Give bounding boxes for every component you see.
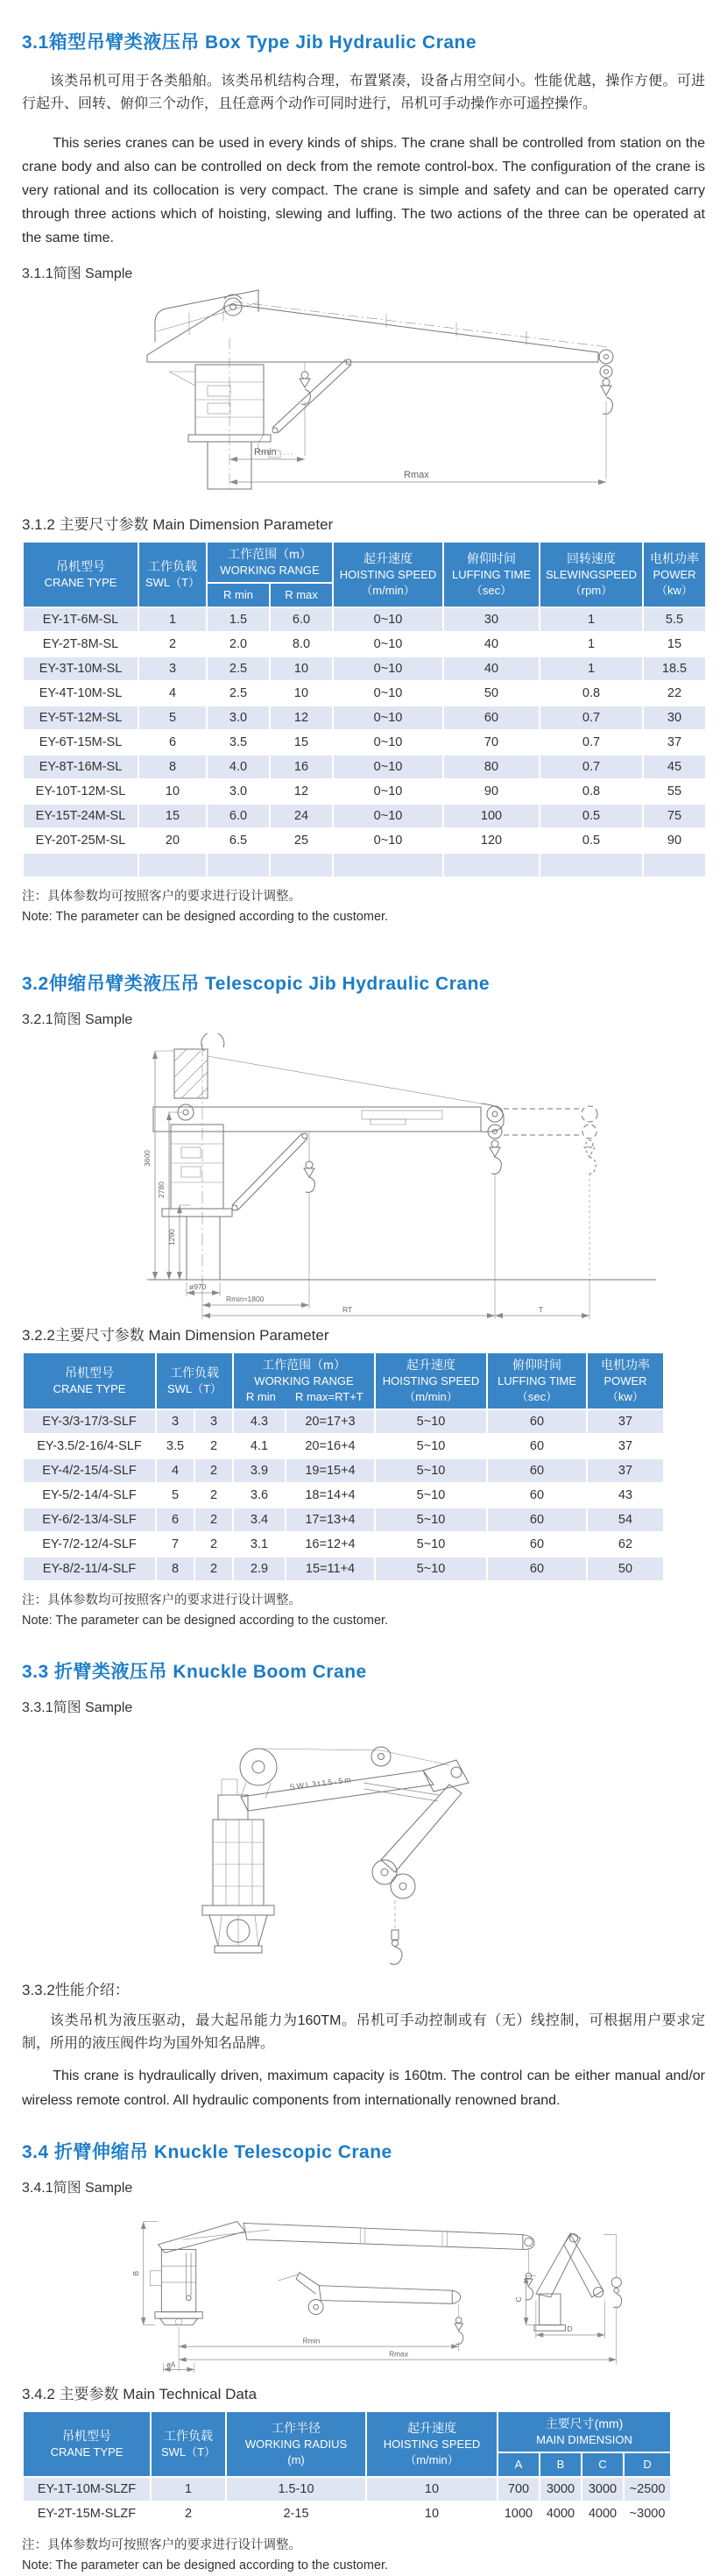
table-cell: EY-10T-12M-SL	[23, 779, 138, 804]
note-3-2	[22, 1591, 705, 1631]
table-cell: 5~10	[375, 1409, 487, 1434]
table-cell: 0~10	[333, 828, 443, 853]
table-cell: 10	[138, 779, 207, 804]
table-cell: 22	[643, 681, 706, 706]
table-cell: 5~10	[375, 1557, 487, 1581]
col-dim-d: D	[624, 2452, 671, 2477]
table-row	[23, 632, 706, 656]
table-cell: 60	[487, 1458, 587, 1483]
table-cell: 37	[587, 1409, 664, 1434]
table-cell: 3.5	[207, 730, 270, 755]
note-cn: 注：具体参数均可按照客户的要求进行设计调整。	[22, 2538, 301, 2552]
table-row	[23, 804, 706, 828]
table-cell: 1.5-10	[226, 2477, 366, 2501]
col-working-radius: 工作半径 WORKING RADIUS (m)	[226, 2411, 366, 2477]
perf-paragraph-en: This crane is hydraulically driven, maximum capacity is 160tm. The control can be either manual and/or wireless remote control. All hydraulic components from internationally renowned brand.	[22, 2069, 705, 2108]
table-row	[23, 1409, 664, 1434]
table-cell: 30	[443, 607, 540, 632]
table-cell: 70	[443, 730, 540, 755]
table-row	[23, 607, 706, 632]
col-r-min: R min	[245, 1390, 276, 1403]
table-cell: 3.4	[233, 1508, 286, 1532]
table-cell: 90	[443, 779, 540, 804]
sample-3-4-1-label: 3.4.1简图 Sample	[22, 2181, 133, 2196]
col-r-max: R max	[270, 583, 333, 607]
table-3-header	[23, 2411, 671, 2477]
table-cell: EY-4/2-15/4-SLF	[23, 1458, 156, 1483]
table-cell: 30	[643, 706, 706, 730]
section-3-1-paragraph-en: This series cranes can be used in every kinds of ships. The crane shall be controlled from station on the crane body and also can be controlled on deck from the remote control-box. The configuration of the crane is very rational and its collocation is very compact. The crane is simple and safety and can be operated carry through three actions which of hoisting, slewing and luffing. The two actions of the three can be operated at the same time.	[22, 136, 705, 245]
table-cell: EY-5/2-14/4-SLF	[23, 1483, 156, 1508]
table-row	[23, 1532, 664, 1557]
table-cell: 0.5	[540, 828, 643, 853]
table-2-body	[23, 1409, 664, 1581]
table-cell: 0.7	[540, 706, 643, 730]
col-crane-type: 吊机型号 CRANE TYPE	[23, 542, 138, 607]
table-cell	[540, 853, 643, 877]
note-en: Note: The parameter can be designed according to the customer.	[22, 2558, 389, 2572]
dim-label-rmax: Rmax	[389, 2349, 409, 2359]
table-row	[23, 755, 706, 779]
table-cell: 1	[540, 607, 643, 632]
table-cell	[333, 853, 443, 877]
box-jib-crane-diagram	[125, 287, 633, 496]
dim-label-rmin-1800: Rmin≈1800	[226, 1295, 265, 1303]
knuckle-telescopic-crane-diagram	[114, 2202, 639, 2374]
table-cell: 120	[443, 828, 540, 853]
col-dim-c: C	[582, 2452, 624, 2477]
col-dim-a: A	[498, 2452, 540, 2477]
table-cell: 3	[194, 1409, 233, 1434]
col-slewing-speed: 回转速度 SLEWINGSPEED （rpm）	[540, 542, 643, 607]
col-hoisting-speed: 起升速度 HOISTING SPEED （m/min）	[375, 1352, 487, 1409]
table-cell: 6.0	[270, 607, 333, 632]
table-row	[23, 828, 706, 853]
dim-label-rmin: Rmin	[302, 2336, 321, 2345]
table-cell: 0~10	[333, 730, 443, 755]
table-cell: 75	[643, 804, 706, 828]
table-cell: 60	[487, 1508, 587, 1532]
table-cell: 60	[487, 1409, 587, 1434]
table-cell: 2	[194, 1458, 233, 1483]
table-cell: 2.0	[207, 632, 270, 656]
main-technical-data-table	[22, 2410, 672, 2527]
table-cell: 15=11+4	[286, 1557, 375, 1581]
table-cell: 60	[487, 1557, 587, 1581]
table-cell: 2	[194, 1508, 233, 1532]
table-cell: EY-7/2-12/4-SLF	[23, 1532, 156, 1557]
table-cell: 1	[138, 607, 207, 632]
table-cell: 50	[587, 1557, 664, 1581]
dim-label-dia970: ø970	[189, 1282, 207, 1291]
table-cell: 16=12+4	[286, 1532, 375, 1557]
table-cell: EY-6/2-13/4-SLF	[23, 1508, 156, 1532]
table-cell: 54	[587, 1508, 664, 1532]
note-cn: 注：具体参数均可按照客户的要求进行设计调整。	[22, 890, 301, 904]
knuckle-boom-crane-diagram	[160, 1721, 651, 1969]
table-cell: 4000	[540, 2501, 582, 2526]
table-cell	[207, 853, 270, 877]
col-crane-type: 吊机型号 CRANE TYPE	[23, 2411, 151, 2477]
table-cell: 2.5	[207, 656, 270, 681]
col-r-min: R min	[207, 583, 270, 607]
table-row	[23, 1508, 664, 1532]
table-cell: 1	[151, 2477, 226, 2501]
table-cell: 5~10	[375, 1508, 487, 1532]
table-cell: 37	[643, 730, 706, 755]
table-cell: 4.0	[207, 755, 270, 779]
note-en: Note: The parameter can be designed according to the customer.	[22, 910, 389, 924]
table-cell: 17=13+4	[286, 1508, 375, 1532]
section-3-3-title: 3.3 折臂类液压吊 Knuckle Boom Crane	[22, 1662, 367, 1682]
table-cell: 15	[643, 632, 706, 656]
table-cell: 0~10	[333, 607, 443, 632]
table-cell: 0.5	[540, 804, 643, 828]
table-cell: EY-3/3-17/3-SLF	[23, 1409, 156, 1434]
table-cell: 4	[156, 1458, 194, 1483]
main-dimension-table-1	[22, 541, 707, 878]
table-cell: 19=15+4	[286, 1458, 375, 1483]
table-cell: 2.9	[233, 1557, 286, 1581]
table-cell: 1	[540, 656, 643, 681]
dim-label-3600: 3600	[143, 1150, 152, 1167]
table-cell: 1	[540, 632, 643, 656]
table-cell: 60	[443, 706, 540, 730]
table-cell: EY-2T-8M-SL	[23, 632, 138, 656]
section-3-1-paragraph-cn: 该类吊机可用于各类船舶。该类吊机结构合理，布置紧凑，设备占用空间小。性能优越，操作方便。可进行起升、回转、俯仰三个动作，且任意两个动作可同时进行，吊机可手动操作亦可遥控操作。	[22, 74, 705, 111]
table-cell: 5.5	[643, 607, 706, 632]
col-power: 电机功率 POWER （kw）	[587, 1352, 664, 1409]
section-3-2-title: 3.2伸缩吊臂类液压吊 Telescopic Jib Hydraulic Crane	[22, 974, 491, 994]
col-luffing-time: 俯仰时间 LUFFING TIME （sec）	[443, 542, 540, 607]
table-cell: 80	[443, 755, 540, 779]
table-cell: 5~10	[375, 1434, 487, 1458]
table-cell: ~2500	[624, 2477, 671, 2501]
param-3-1-2-title: 3.1.2 主要尺寸参数 Main Dimension Parameter	[22, 516, 334, 533]
col-hoisting-speed: 起升速度 HOISTING SPEED （m/min）	[366, 2411, 498, 2477]
table-cell: 1000	[498, 2501, 540, 2526]
table-row	[23, 1483, 664, 1508]
table-cell: 37	[587, 1434, 664, 1458]
table-cell: 0.8	[540, 681, 643, 706]
table-cell: 12	[270, 779, 333, 804]
col-luffing-time: 俯仰时间 LUFFING TIME （sec）	[487, 1352, 587, 1409]
table-cell: 0~10	[333, 681, 443, 706]
table-row	[23, 2477, 671, 2501]
table-row	[23, 656, 706, 681]
table-cell: 6.0	[207, 804, 270, 828]
table-cell: 40	[443, 632, 540, 656]
dim-label-d: D	[567, 2324, 573, 2334]
col-hoisting-speed: 起升速度 HOISTING SPEED （m/min）	[333, 542, 443, 607]
table-cell: 6.5	[207, 828, 270, 853]
section-3-4-title: 3.4 折臂伸缩吊 Knuckle Telescopic Crane	[22, 2142, 392, 2162]
drawing-knuckle-telescopic-crane	[22, 2202, 705, 2374]
dim-label-2780: 2780	[157, 1182, 166, 1198]
table-cell: 10	[366, 2501, 498, 2526]
table-cell: 0~10	[333, 779, 443, 804]
col-main-dimension: 主要尺寸(mm) MAIN DIMENSION	[498, 2411, 671, 2452]
perf-paragraph-cn: 该类吊机为液压驱动，最大起吊能力为160TM。吊机可手动控制或有（无）线控制，可根据用户要求定制，所用的液压阀件均为国外知名品牌。	[22, 2013, 705, 2051]
table-cell: 10	[270, 681, 333, 706]
note-3-4	[22, 2536, 705, 2576]
table-cell: 0.8	[540, 779, 643, 804]
table-cell: 25	[270, 828, 333, 853]
table-cell: 0~10	[333, 656, 443, 681]
drawing-telescopic-jib-crane	[22, 1033, 705, 1319]
note-cn: 注：具体参数均可按照客户的要求进行设计调整。	[22, 1593, 301, 1607]
table-cell: 5	[138, 706, 207, 730]
table-cell: 50	[443, 681, 540, 706]
col-swl: 工作负载 SWL（T）	[156, 1352, 233, 1409]
table-cell: 20	[138, 828, 207, 853]
table-cell: 6	[156, 1508, 194, 1532]
table-cell: 0~10	[333, 755, 443, 779]
table-cell: 60	[487, 1483, 587, 1508]
table-cell	[643, 853, 706, 877]
table-cell: 0.7	[540, 755, 643, 779]
dim-label-c: C	[514, 2296, 523, 2303]
table-cell: 10	[366, 2477, 498, 2501]
table-cell: 0.7	[540, 730, 643, 755]
table-cell: 18.5	[643, 656, 706, 681]
table-cell: EY-15T-24M-SL	[23, 804, 138, 828]
table-cell: 2-15	[226, 2501, 366, 2526]
table-cell	[138, 853, 207, 877]
table-cell: EY-6T-15M-SL	[23, 730, 138, 755]
table-cell: 100	[443, 804, 540, 828]
table-cell: 8	[156, 1557, 194, 1581]
table-cell: 12	[270, 706, 333, 730]
col-swl: 工作负载 SWL（T）	[151, 2411, 226, 2477]
table-cell: EY-2T-15M-SLZF	[23, 2501, 151, 2526]
table-cell: 2	[194, 1532, 233, 1557]
table-row	[23, 2501, 671, 2526]
sample-3-2-1-label: 3.2.1简图 Sample	[22, 1012, 133, 1027]
dim-label-t: T	[539, 1305, 544, 1314]
table-cell: 1.5	[207, 607, 270, 632]
drawing-knuckle-boom-crane	[22, 1721, 705, 1969]
table-cell: 24	[270, 804, 333, 828]
col-working-range: 工作范围（m） WORKING RANGE	[207, 542, 333, 583]
table-cell: 60	[487, 1532, 587, 1557]
telescopic-jib-crane-diagram	[99, 1033, 660, 1319]
dim-label-rt: RT	[342, 1305, 353, 1314]
table-cell: EY-1T-10M-SLZF	[23, 2477, 151, 2501]
sample-3-1-1-label: 3.1.1简图 Sample	[22, 266, 133, 281]
table-cell: EY-5T-12M-SL	[23, 706, 138, 730]
table-cell	[270, 853, 333, 877]
section-3-1-title: 3.1箱型吊臂类液压吊 Box Type Jib Hydraulic Crane	[22, 32, 477, 53]
table-cell: 3.0	[207, 706, 270, 730]
table-cell: 3000	[582, 2477, 624, 2501]
table-cell: 700	[498, 2477, 540, 2501]
table-cell: 55	[643, 779, 706, 804]
table-cell: 62	[587, 1532, 664, 1557]
table-cell: 15	[270, 730, 333, 755]
table-cell	[23, 853, 138, 877]
table-cell: 2	[194, 1434, 233, 1458]
col-r-max-rt-t: R max=RT+T	[294, 1390, 364, 1403]
table-cell: 45	[643, 755, 706, 779]
table-cell: EY-4T-10M-SL	[23, 681, 138, 706]
table-cell: 10	[270, 656, 333, 681]
table-cell: 3	[138, 656, 207, 681]
table-cell: 2	[151, 2501, 226, 2526]
table-cell: 0~10	[333, 706, 443, 730]
table-cell: 90	[643, 828, 706, 853]
table-cell: EY-20T-25M-SL	[23, 828, 138, 853]
table-cell: 3.0	[207, 779, 270, 804]
table-cell: 5~10	[375, 1532, 487, 1557]
table-1-header	[23, 542, 706, 607]
table-cell: 4.3	[233, 1409, 286, 1434]
table-cell: ~3000	[624, 2501, 671, 2526]
sample-3-3-1-label: 3.3.1简图 Sample	[22, 1700, 133, 1715]
table-cell: 3.9	[233, 1458, 286, 1483]
table-cell: 0~10	[333, 804, 443, 828]
table-cell: 8.0	[270, 632, 333, 656]
table-cell: 40	[443, 656, 540, 681]
table-2-header	[23, 1352, 664, 1409]
table-cell: 2	[194, 1557, 233, 1581]
table-cell: 6	[138, 730, 207, 755]
table-3-body	[23, 2477, 671, 2526]
dim-label-rmax: Rmax	[404, 470, 429, 480]
table-cell: 2	[138, 632, 207, 656]
table-cell: 3	[156, 1409, 194, 1434]
table-cell: EY-8T-16M-SL	[23, 755, 138, 779]
table-cell: 4.1	[233, 1434, 286, 1458]
table-cell: 5	[156, 1483, 194, 1508]
table-cell: 60	[487, 1434, 587, 1458]
col-dim-b: B	[540, 2452, 582, 2477]
table-cell: 16	[270, 755, 333, 779]
param-3-2-2-title: 3.2.2主要尺寸参数 Main Dimension Parameter	[22, 1327, 329, 1344]
table-cell: EY-3.5/2-16/4-SLF	[23, 1434, 156, 1458]
note-en: Note: The parameter can be designed according to the customer.	[22, 1614, 389, 1628]
col-power: 电机功率 POWER （kw）	[643, 542, 706, 607]
table-cell: 8	[138, 755, 207, 779]
table-row	[23, 853, 706, 877]
table-cell: 3.6	[233, 1483, 286, 1508]
param-3-4-2-title: 3.4.2 主要参数 Main Technical Data	[22, 2386, 258, 2402]
table-row	[23, 1458, 664, 1483]
table-row	[23, 1557, 664, 1581]
table-cell: 43	[587, 1483, 664, 1508]
table-cell: 20=16+4	[286, 1434, 375, 1458]
main-dimension-table-2	[22, 1352, 665, 1582]
table-row	[23, 779, 706, 804]
dim-label-dia-a: øA	[166, 2360, 176, 2369]
table-row	[23, 730, 706, 755]
table-cell: 4	[138, 681, 207, 706]
table-cell: 18=14+4	[286, 1483, 375, 1508]
drawing-box-type-jib-crane	[22, 287, 705, 496]
boom-swl-label: SWL3t15-5m	[289, 1775, 354, 1792]
table-cell: EY-1T-6M-SL	[23, 607, 138, 632]
table-cell: 0~10	[333, 632, 443, 656]
table-cell: 15	[138, 804, 207, 828]
table-cell: 3.1	[233, 1532, 286, 1557]
table-cell: EY-3T-10M-SL	[23, 656, 138, 681]
table-cell: 5~10	[375, 1483, 487, 1508]
dim-label-b: B	[131, 2270, 141, 2276]
table-cell: 3000	[540, 2477, 582, 2501]
dim-label-1290: 1290	[167, 1229, 176, 1245]
table-cell: 4000	[582, 2501, 624, 2526]
table-cell: 37	[587, 1458, 664, 1483]
table-row	[23, 681, 706, 706]
col-crane-type: 吊机型号 CRANE TYPE	[23, 1352, 156, 1409]
table-cell: 5~10	[375, 1458, 487, 1483]
table-row	[23, 706, 706, 730]
table-cell: 7	[156, 1532, 194, 1557]
table-1-body	[23, 607, 706, 877]
table-cell: 2.5	[207, 681, 270, 706]
table-cell: 20=17+3	[286, 1409, 375, 1434]
col-swl: 工作负载 SWL（T）	[138, 542, 207, 607]
col-working-range: 工作范围（m） WORKING RANGE R min R max=RT+T	[233, 1352, 375, 1409]
note-3-1	[22, 887, 705, 927]
perf-3-3-2-title: 3.3.2性能介绍：	[22, 1982, 130, 1998]
table-cell: EY-8/2-11/4-SLF	[23, 1557, 156, 1581]
dim-label-rmin: Rmin	[254, 447, 277, 458]
table-cell: 3.5	[156, 1434, 194, 1458]
table-cell	[443, 853, 540, 877]
table-cell: 2	[194, 1483, 233, 1508]
table-row	[23, 1434, 664, 1458]
